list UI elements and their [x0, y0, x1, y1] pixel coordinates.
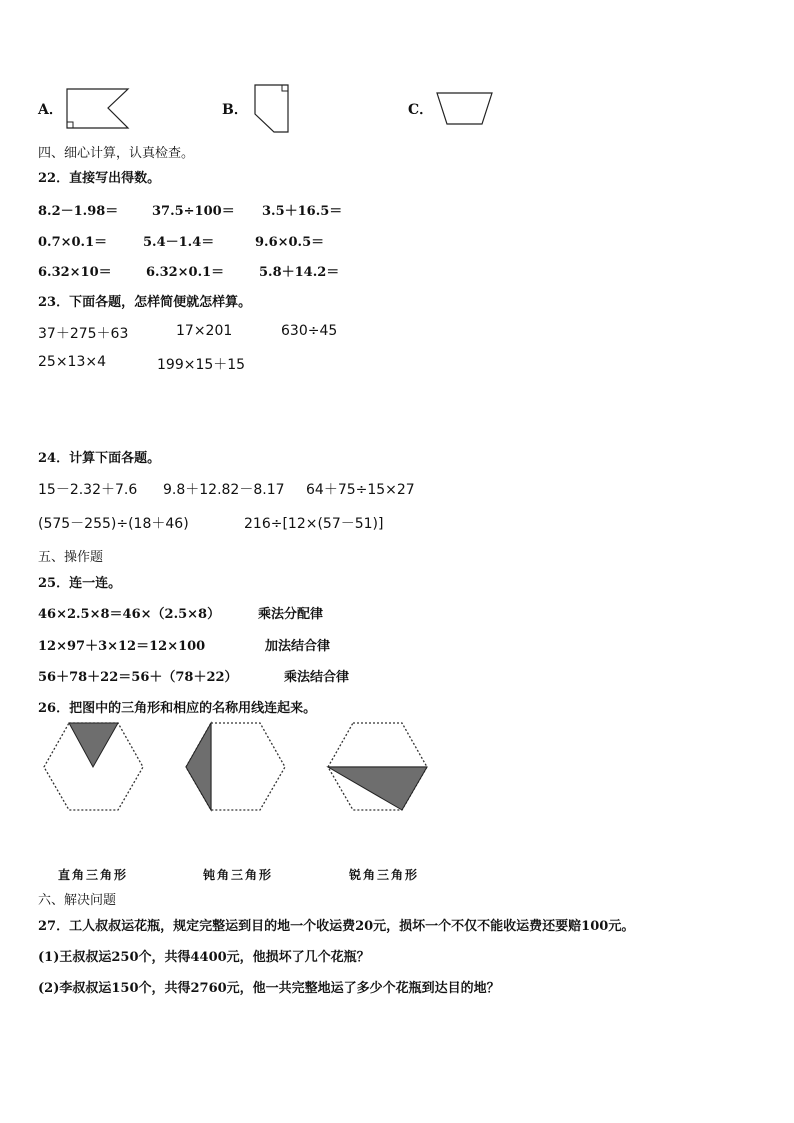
q22-title: 22．直接写出得数。	[38, 171, 161, 186]
q24-item: 9.8＋12.82－8.17	[163, 482, 285, 498]
hexagon-right-triangle-figure	[42, 720, 146, 812]
triangle-name: 钝角三角形	[203, 868, 274, 882]
q23-item: 199×15＋15	[157, 357, 246, 373]
q22-item: 9.6×0.5＝	[255, 235, 325, 250]
q25-title: 25．连一连。	[38, 576, 122, 591]
q22-item: 3.5＋16.5＝	[262, 204, 343, 219]
q22-item: 37.5÷100＝	[152, 204, 235, 219]
q25-right-item: 乘法结合律	[284, 670, 350, 685]
triangle-name: 直角三角形	[58, 868, 129, 882]
section4-title: 四、细心计算，认真检查。	[38, 146, 195, 161]
q25-right-item: 乘法分配律	[258, 607, 324, 622]
hexagon-obtuse-triangle-figure	[184, 720, 288, 812]
q24-item: (575－255)÷(18＋46)	[38, 516, 189, 532]
q22-item: 0.7×0.1＝	[38, 235, 108, 250]
q22-item: 8.2－1.98＝	[38, 204, 119, 219]
option-a-shape	[66, 88, 130, 130]
q26-title: 26．把图中的三角形和相应的名称用线连起来。	[38, 701, 317, 716]
option-b-shape	[254, 84, 290, 134]
q27-sub2: (2)李叔叔运150个，共得2760元，他一共完整地运了多少个花瓶到达目的地？	[38, 981, 500, 996]
q23-item: 17×201	[176, 323, 233, 339]
q24-item: 15－2.32＋7.6	[38, 482, 138, 498]
section6-title: 六、解决问题	[38, 893, 117, 908]
q25-left-item: 46×2.5×8＝46×（2.5×8）	[38, 607, 221, 622]
q23-item: 37＋275＋63	[38, 326, 129, 342]
q22-item: 6.32×10＝	[38, 265, 112, 280]
q22-item: 6.32×0.1＝	[146, 265, 225, 280]
q25-left-item: 12×97＋3×12＝12×100	[38, 639, 206, 654]
section5-title: 五、操作题	[38, 550, 104, 565]
q22-item: 5.8＋14.2＝	[259, 265, 340, 280]
option-c-label: C．	[408, 102, 434, 118]
q22-item: 5.4－1.4＝	[143, 235, 215, 250]
q27-title: 27．工人叔叔运花瓶，规定完整运到目的地一个收运费20元，损坏一个不仅不能收运费还要赔100元。	[38, 919, 635, 934]
q24-item: 64＋75÷15×27	[306, 482, 415, 498]
q24-item: 216÷[12×(57－51)]	[244, 516, 384, 532]
q23-item: 25×13×4	[38, 354, 106, 370]
option-c-shape	[436, 92, 494, 126]
q24-title: 24．计算下面各题。	[38, 451, 161, 466]
hexagon-acute-triangle-figure	[326, 720, 430, 812]
q25-left-item: 56＋78＋22＝56＋（78＋22）	[38, 670, 238, 685]
option-a-label: A．	[38, 102, 63, 118]
q27-sub1: (1)王叔叔运250个，共得4400元，他损坏了几个花瓶？	[38, 950, 370, 965]
option-b-label: B．	[222, 102, 248, 118]
q25-right-item: 加法结合律	[265, 639, 331, 654]
q23-title: 23．下面各题，怎样简便就怎样算。	[38, 295, 252, 310]
q23-item: 630÷45	[281, 323, 338, 339]
triangle-name: 锐角三角形	[349, 868, 420, 882]
